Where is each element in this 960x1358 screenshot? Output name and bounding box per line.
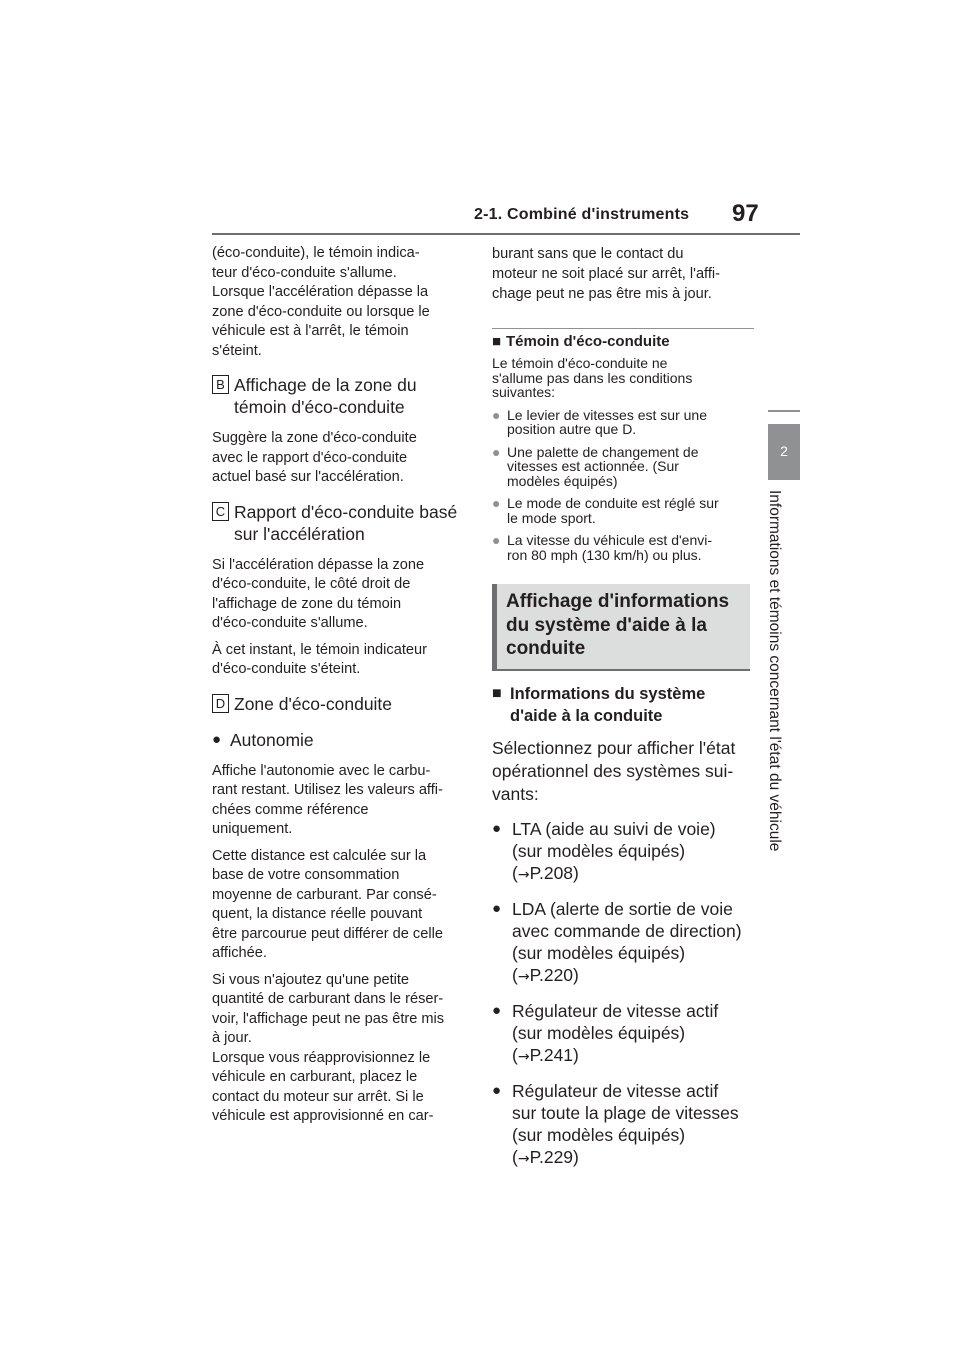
arrow-right-icon: →: [517, 1048, 530, 1065]
autonomie-paragraph-2: Cette distance est calculée sur la base de votre consommation moyenne de carburant. Par consé- quent, la distance réelle pouvant être parcourue peut différer de celle affichée.: [212, 847, 443, 961]
heading-box-bar: [492, 584, 497, 671]
arrow-right-icon: →: [517, 968, 530, 985]
system-list-item: ● Régulateur de vitesse actif (sur modèles équipés) (→P.241): [492, 1000, 719, 1065]
condition-item: ● La vitesse du véhicule est d'envi- ron 80 mph (130 km/h) ou plus.: [492, 532, 713, 563]
right-column: [492, 244, 754, 1170]
arrow-right-icon: →: [517, 866, 530, 883]
item-b-heading: B Affichage de la zone du témoin d'éco-conduite: [212, 374, 470, 418]
condition-item: ● Le levier de vitesses est sur une position autre que D.: [492, 406, 707, 437]
item-c-text-2: À cet instant, le témoin indicateur d'éco-conduite s'éteint.: [212, 641, 427, 677]
section-title: 2-1. Combiné d'instruments: [474, 206, 690, 223]
bullet-icon: ●: [492, 819, 502, 837]
letter-d-box: D: [212, 694, 229, 713]
item-d-heading: D Zone d'éco-conduite: [212, 693, 470, 715]
side-tab-number: 2: [780, 443, 788, 459]
eco-section-heading: ■ Témoin d'éco-conduite: [492, 333, 670, 350]
info-section-heading: ■ Informations du système d'aide à la conduite: [492, 684, 706, 725]
autonomie-heading: ● Autonomie: [212, 729, 314, 750]
chapter-heading-box: [492, 584, 750, 671]
system-list-item: ● LDA (alerte de sortie de voie avec commande de direction) (sur modèles équipés) (→P.220): [492, 898, 742, 985]
info-section-intro: Sélectionnez pour afficher l'état opérationnel des systèmes sui- vants:: [492, 737, 736, 804]
autonomie-paragraph-1: Affiche l'autonomie avec le carbu- rant restant. Utilisez les valeurs affi- chées comme référence uniquement.: [212, 762, 443, 837]
circle-bullet-icon: ●: [492, 443, 501, 460]
circle-bullet-icon: ●: [492, 406, 501, 423]
left-column: [212, 244, 470, 1127]
bullet-icon: ●: [492, 899, 502, 917]
arrow-right-icon: →: [517, 1150, 530, 1167]
page-reference-link[interactable]: P.208: [529, 862, 574, 883]
page-reference-link[interactable]: P.241: [529, 1044, 574, 1065]
bullet-icon: ●: [492, 1001, 502, 1019]
continued-paragraph: burant sans que le contact du moteur ne soit placé sur arrêt, l'affi- chage peut ne pas être mis à jour.: [492, 246, 721, 302]
system-list-item: ● LTA (aide au suivi de voie) (sur modèles équipés) (→P.208): [492, 818, 716, 883]
bullet-icon: ●: [212, 730, 222, 748]
condition-item: ● Le mode de conduite est réglé sur le mode sport.: [492, 495, 719, 526]
header-rule: [212, 233, 800, 235]
system-list-item: ● Régulateur de vitesse actif sur toute la plage de vitesses (sur modèles équipés) (→P.229): [492, 1080, 739, 1167]
square-bullet-icon: ■: [492, 333, 502, 350]
circle-bullet-icon: ●: [492, 495, 501, 511]
item-c-text-1: Si l'accélération dépasse la zone d'éco-conduite, le côté droit de l'affichage de zone du témoin d'éco-conduite s'allume.: [212, 556, 425, 631]
chapter-heading-title: Affichage d'informations du système d'aide à la conduite: [506, 591, 730, 659]
page-number: 97: [732, 200, 759, 227]
autonomie-paragraph-3: Si vous n'ajoutez qu'une petite quantité de carburant dans le réser- voir, l'affichage peut ne pas être mis à jour. Lorsque vous réapprovisionnez le véhicule en carburant, placez le contact du moteur sur arrêt. Si le véhicule est approvisionné en car-: [212, 971, 445, 1124]
square-bullet-icon: ■: [492, 684, 502, 702]
side-tab-title: Informations et témoins concernant l'état du véhicule: [766, 490, 783, 852]
bullet-icon: ●: [492, 1081, 502, 1099]
page-reference-link[interactable]: P.220: [529, 964, 574, 985]
eco-section-intro: Le témoin d'éco-conduite ne s'allume pas dans les conditions suivantes:: [492, 355, 693, 400]
circle-bullet-icon: ●: [492, 532, 501, 548]
letter-c-box: C: [212, 502, 229, 521]
page-reference-link[interactable]: P.229: [529, 1146, 574, 1167]
item-c-heading: C Rapport d'éco-conduite basé sur l'accélération: [212, 501, 470, 545]
item-b-text: Suggère la zone d'éco-conduite avec le rapport d'éco-conduite actuel basé sur l'accélération.: [212, 430, 417, 485]
intro-paragraph: (éco-conduite), le témoin indica- teur d'éco-conduite s'allume. Lorsque l'accélération dépasse la zone d'éco-conduite ou lorsque le véhicule est à l'arrêt, le témoin s'éteint.: [212, 245, 430, 359]
letter-b-box: B: [212, 375, 229, 394]
section-divider: [492, 328, 754, 329]
side-tab-line: [768, 410, 800, 412]
condition-item: ● Une palette de changement de vitesses est actionnée. (Sur modèles équipés): [492, 443, 699, 489]
